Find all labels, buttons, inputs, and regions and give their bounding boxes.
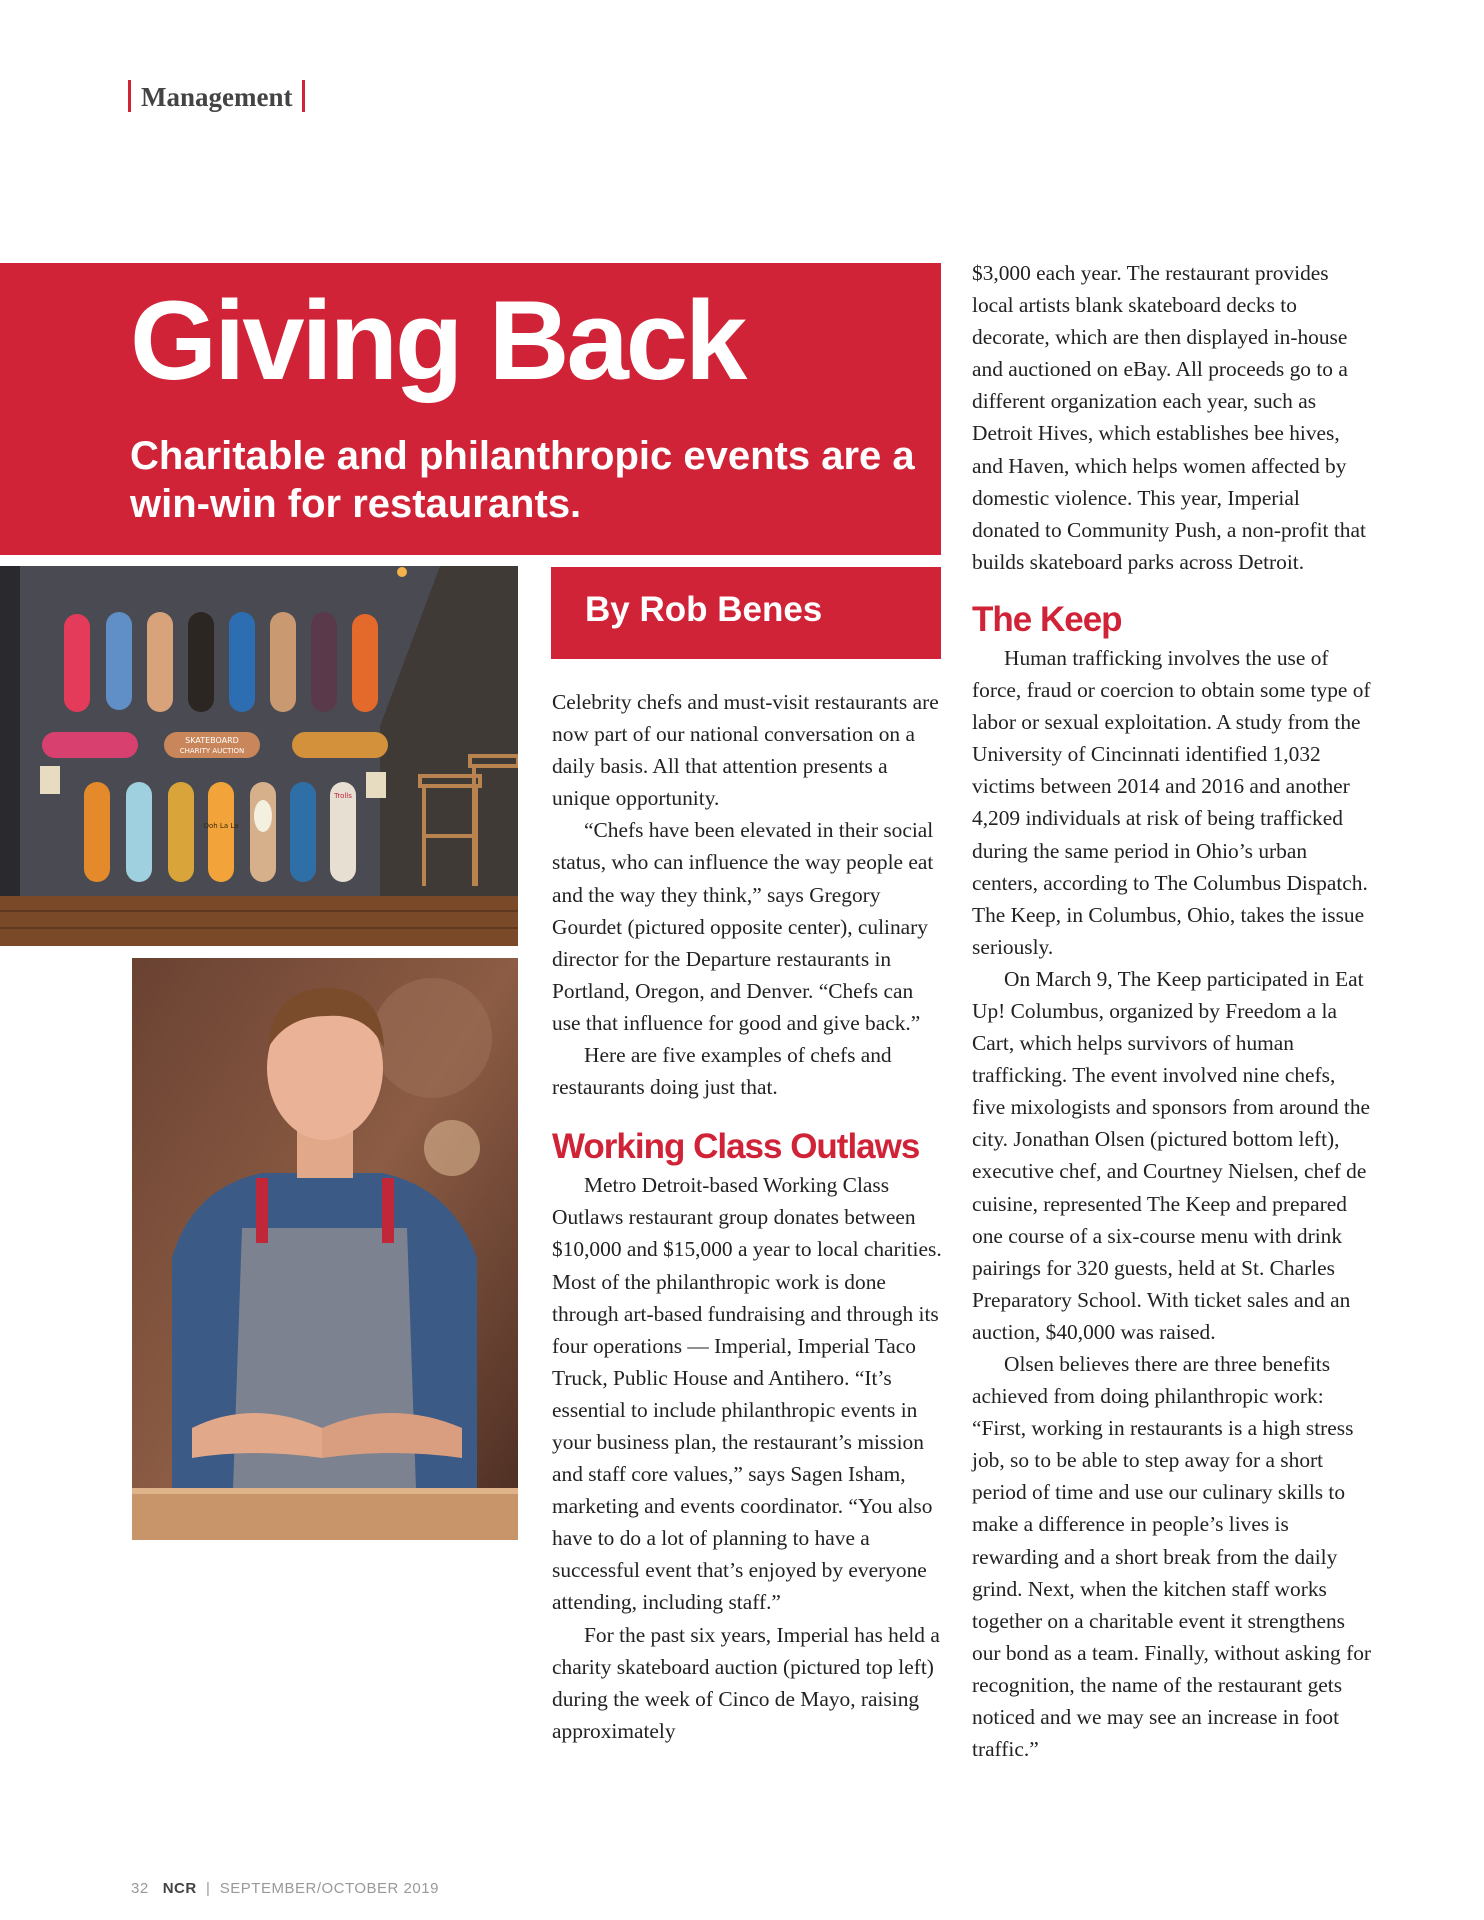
byline: By Rob Benes bbox=[585, 590, 823, 629]
auction-sign-line2: CHARITY AUCTION bbox=[179, 747, 245, 755]
page-number: 32 bbox=[131, 1880, 149, 1897]
publication-name: NCR bbox=[162, 1880, 197, 1897]
photo-skateboard-auction bbox=[0, 566, 518, 946]
intro-paragraph-2: “Chefs have been elevated in their social status, who can influence the way people eat and the way they think,” says Gregory Gourdet (pictured opposite center), culinary director for the Departure restaurants in Portland, Oregon, and Denver. “Chefs can use that influence for good and give back.” bbox=[552, 818, 934, 1035]
heading-the-keep: The Keep bbox=[972, 599, 1122, 639]
keep-paragraph-1: Human trafficking involves the use of force, fraud or coercion to obtain some type of labor or sexual exploitation. A study from the University of Cincinnati identified 1,032 victims between 2014 and 2016 and another 4,209 individuals at risk of being trafficked during the same period in Ohio’s urban centers, according to The Columbus Dispatch. The Keep, in Columbus, Ohio, takes the issue seriously. bbox=[972, 645, 1371, 959]
deck-label-1: Ooh La La bbox=[203, 822, 239, 830]
section-tag-right-bar bbox=[302, 80, 305, 112]
keep-paragraph-3: Olsen believes there are three benefits achieved from doing philanthropic work: “First, working in restaurants is a high stress job, so to be able to step away for a short period of time and use our culinary skills to make a difference in people’s lives is rewarding and a short break from the daily grind. Next, when the kitchen staff works together on a charitable event it strengthens our bond as a team. Finally, without asking for recognition, the name of the restaurant gets noticed and we may see an increase in foot traffic.” bbox=[972, 1352, 1372, 1762]
article-column-right bbox=[972, 257, 1372, 1765]
intro-paragraph-3: Here are five examples of chefs and restaurants doing just that. bbox=[552, 1043, 892, 1100]
wco-paragraph-3: $3,000 each year. The restaurant provides local artists blank skateboard decks to decorate, which are then displayed in-house and auctioned on eBay. All proceeds go to a different organization each year, such as Detroit Hives, which establishes bee hives, and Haven, which helps women affected by domestic violence. This year, Imperial donated to Community Push, a non-profit that builds skateboard parks across Detroit. bbox=[972, 261, 1366, 574]
wco-paragraph-1: Metro Detroit-based Working Class Outlaws restaurant group donates between $10,000 and $15,000 a year to local charities. Most of the philanthropic work is done through art-based fundraising and through its four operations — Imperial, Imperial Taco Truck, Public House and Antihero. “It’s essential to include philanthropic events in your business plan, the restaurant’s mission and staff core values,” says Sagen Isham, marketing and events coordinator. “You also have to do a lot of planning to have a successful event that’s enjoyed by everyone attending, including staff.” bbox=[552, 1173, 942, 1615]
section-tag-left-bar bbox=[128, 80, 131, 112]
section-tag bbox=[128, 80, 305, 113]
chef-portrait-image bbox=[132, 958, 518, 1540]
section-label: Management bbox=[141, 82, 293, 112]
skateboard-wall-image bbox=[0, 566, 518, 946]
footer-separator: | bbox=[206, 1880, 211, 1897]
keep-paragraph-2: On March 9, The Keep participated in Eat Up! Columbus, organized by Freedom a la Cart, which helps survivors of human trafficking. The event involved nine chefs, five mixologists and sponsors from around the city. Jonathan Olsen (pictured bottom left), executive chef, and Courtney Nielsen, chef de cuisine, represented The Keep and prepared one course of a six-course menu with drink pairings for 320 guests, held at St. Charles Preparatory School. With ticket sales and an auction, $40,000 was raised. bbox=[972, 966, 1371, 1344]
auction-sign-line1: SKATEBOARD bbox=[185, 736, 239, 745]
issue-date: SEPTEMBER/OCTOBER 2019 bbox=[219, 1880, 439, 1897]
deck-label-2: Trolls bbox=[334, 792, 352, 800]
article-title: Giving Back bbox=[130, 278, 745, 403]
article-column-middle bbox=[552, 686, 944, 1747]
photo-chef-portrait bbox=[132, 958, 518, 1540]
wco-paragraph-2: For the past six years, Imperial has held a charity skateboard auction (pictured top left) during the week of Cinco de Mayo, raising approximately bbox=[552, 1622, 940, 1743]
heading-working-class-outlaws: Working Class Outlaws bbox=[552, 1127, 920, 1167]
page-footer bbox=[131, 1880, 439, 1897]
article-subtitle: Charitable and philanthropic events are a win-win for restaurants. bbox=[130, 434, 915, 526]
intro-paragraph-1: Celebrity chefs and must-visit restaurants are now part of our national conversation on a daily basis. All that attention presents a unique opportunity. bbox=[552, 690, 939, 811]
